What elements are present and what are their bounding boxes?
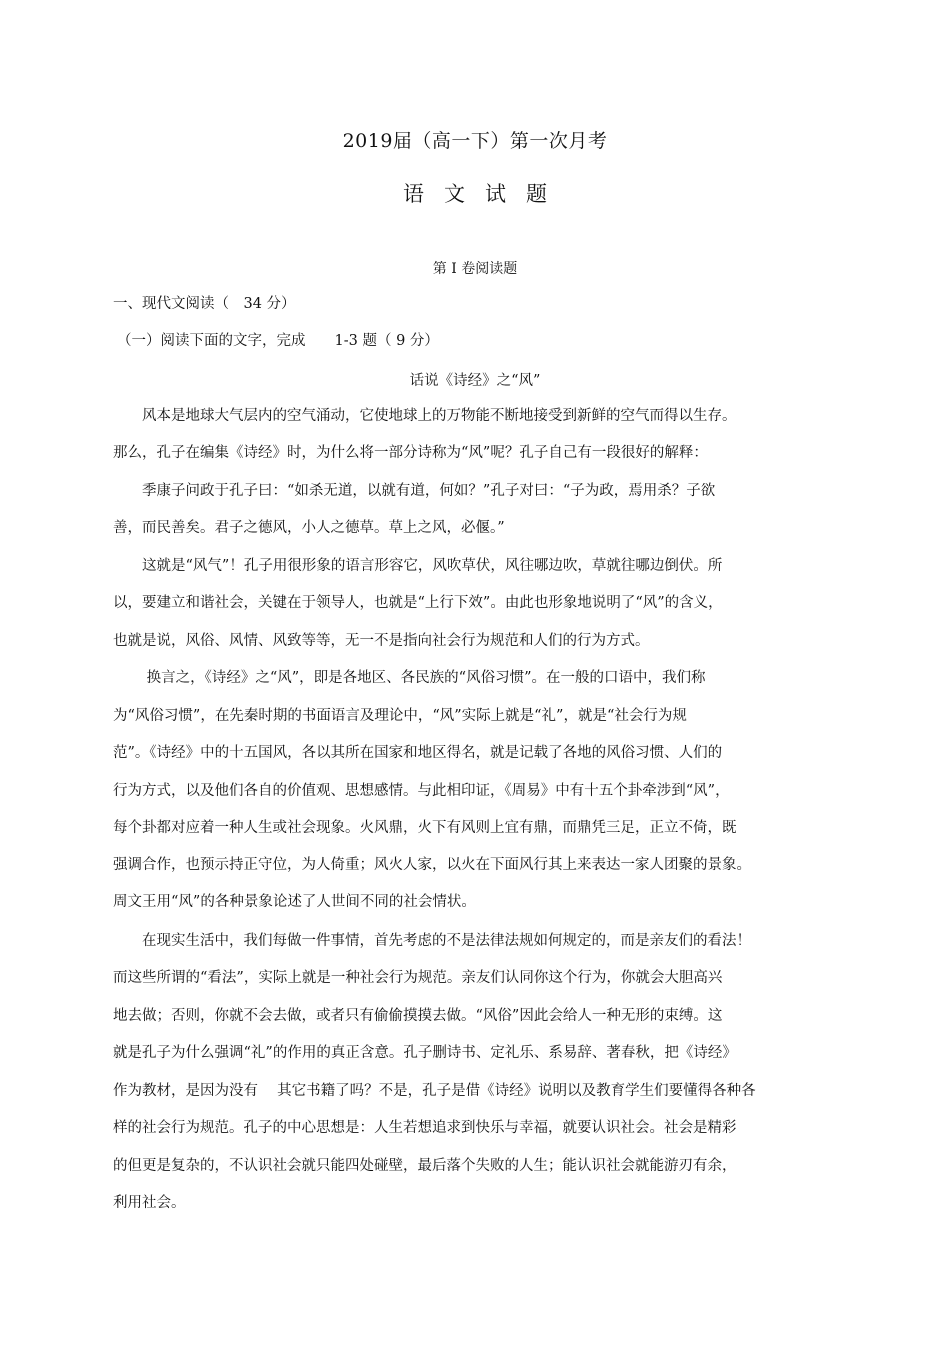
article-line: 行为方式，以及他们各自的价值观、思想感情。与此相印证，《周易》中有十五个卦牵涉到“风”， — [113, 783, 730, 799]
volume-heading: 第 Ⅰ 卷阅读题 — [432, 261, 518, 277]
article-line: 的但更是复杂的，不认识社会就只能四处碰壁，最后落个失败的人生；能认识社会就能游刃有余， — [113, 1158, 737, 1174]
part-heading: 一、现代文阅读（ 34 分） — [113, 296, 296, 312]
article-line: 每个卦都对应着一种人生或社会现象。火风鼎，火下有风则上宜有鼎，而鼎凭三足，正立不倚，既 — [113, 820, 737, 836]
article-line: 就是孔子为什么强调“礼”的作用的真正含意。孔子删诗书、定礼乐、系易辞、著春秋，把《诗经》 — [113, 1045, 737, 1061]
article-line: 季康子问政于孔子曰：“如杀无道，以就有道，何如？”孔子对曰：“子为政，焉用杀？子欲 — [113, 483, 716, 499]
subject-title: 语文试题 — [403, 182, 567, 206]
article-line: 风本是地球大气层内的空气涌动，它使地球上的万物能不断地接受到新鲜的空气而得以生存。 — [113, 408, 737, 424]
article-line: 强调合作，也预示持正守位，为人倚重；风火人家，以火在下面风行其上来表达一家人团聚的景象。 — [113, 857, 751, 873]
article-line: 善，而民善矣。君子之德风，小人之德草。草上之风，必偃。” — [113, 520, 505, 536]
article-line: 以，要建立和谐社会，关键在于领导人，也就是“上行下效”。由此也形象地说明了“风”的含义， — [113, 595, 723, 611]
article-line: 这就是“风气”！孔子用很形象的语言形容它，风吹草伏，风往哪边吹，草就往哪边倒伏。所 — [113, 558, 723, 574]
article-line: 那么，孔子在编集《诗经》时，为什么将一部分诗称为“风”呢？孔子自己有一段很好的解释： — [113, 445, 708, 461]
article-line: 在现实生活中，我们每做一件事情，首先考虑的不是法律法规如何规定的，而是亲友们的看法！ — [113, 933, 751, 949]
article-line: 为“风俗习惯”，在先秦时期的书面语言及理论中，“风”实际上就是“礼”，就是“社会行为规 — [113, 708, 687, 724]
article-line: 样的社会行为规范。孔子的中心思想是：人生若想追求到快乐与幸福，就要认识社会。社会是精彩 — [113, 1120, 737, 1136]
article-line: 也就是说，风俗、风情、风致等等，无一不是指向社会行为规范和人们的行为方式。 — [113, 633, 650, 649]
article-line: 作为教材，是因为没有 其它书籍了吗？不是，孔子是借《诗经》说明以及教育学生们要懂得各种各 — [113, 1083, 756, 1099]
article-line: 而这些所谓的“看法”，实际上就是一种社会行为规范。亲友们认同你这个行为，你就会大胆高兴 — [113, 970, 723, 986]
article-line: 换言之，《诗经》之“风”，即是各地区、各民族的“风俗习惯”。在一般的口语中，我们称 — [113, 670, 706, 686]
subpart-heading: （一）阅读下面的文字，完成 1-3 题（ 9 分） — [117, 333, 439, 349]
exam-title: 2019届（高一下）第一次月考 — [342, 130, 608, 152]
article-line: 利用社会。 — [113, 1195, 186, 1211]
article-line: 范”。《诗经》中的十五国风，各以其所在国家和地区得名，就是记载了各地的风俗习惯、人们的 — [113, 745, 723, 761]
article-line: 地去做；否则，你就不会去做，或者只有偷偷摸摸去做。“风俗”因此会给人一种无形的束缚。这 — [113, 1008, 723, 1024]
article-title: 话说《诗经》之“风” — [409, 373, 541, 389]
article-line: 周文王用“风”的各种景象论述了人世间不同的社会情状。 — [113, 894, 476, 910]
